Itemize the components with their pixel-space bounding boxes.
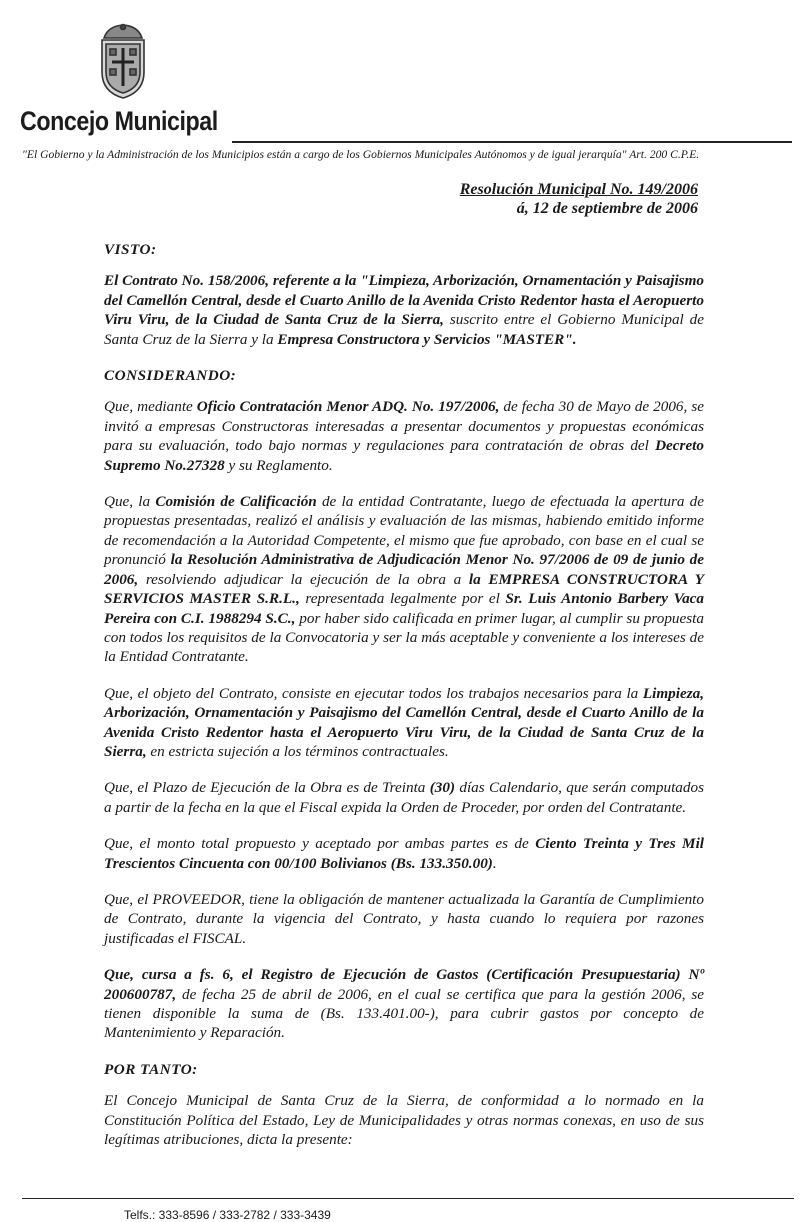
document-body [104, 240, 704, 1166]
considerando-paragraph-2: Que, la Comisión de Calificación de la entidad Contratante, luego de efectuada la apertura de propuestas presentadas, realizó el análisis y evaluación de las mismas, habiendo emitido informe de recomendación a la Autoridad Competente, el mismo que fue aprobado, con base en el cual se pronunció la Resolución Administrativa de Adjudicación Menor No. 97/2006 de 09 de junio de 2006, resolviendo adjudicar la ejecución de la obra a la EMPRESA CONSTRUCTORA Y SERVICIOS MASTER S.R.L., representada legalmente por el Sr. Luis Antonio Barbery Vaca Pereira con C.I. 1988294 S.C., por haber sido calificada en primer lugar, al cumplir su propuesta con todos los requisitos de la Convocatoria y ser la más aceptable y conveniente a los intereses de la Entidad Contratante. [104, 493, 705, 666]
considerando-paragraph-1: Que, mediante Oficio Contratación Menor ADQ. No. 197/2006, de fecha 30 de Mayo de 2006, se invitó a empresas Constructoras interesadas a presentar documentos y propuestas económicas para su evaluación, todo bajo normas y regulaciones para contratación de obras del Decreto Supremo No.27328 y su Reglamento. [104, 398, 704, 474]
header-divider [232, 141, 792, 143]
footer-divider [22, 1198, 794, 1199]
resolution-number: Resolución Municipal No. 149/2006 [459, 181, 698, 198]
considerando-paragraph-7: Que, cursa a fs. 6, el Registro de Ejecución de Gastos (Certificación Presupuestaria) Nº 200600787, de fecha 25 de abril de 2006, en el cual se certifica que para la gestión 2006, se tienen disponible la suma de (Bs. 133.401.00-), para cubrir gastos por concepto de Mantenimiento y Reparación. [104, 966, 704, 1042]
considerando-paragraph-3: Que, el objeto del Contrato, consiste en ejecutar todos los trabajos necesarios para la Limpieza, Arborización, Ornamentación y Paisajismo del Camellón Central, desde el Cuarto Anillo de la Avenida Cristo Redentor hasta el Aeropuerto Viru Viru, de la Ciudad de Santa Cruz de la Sierra, en estricta sujeción a los términos contractuales. [104, 684, 704, 760]
header-motto: "El Gobierno y la Administración de los Municipios están a cargo de los Gobiernos Municipales Autónomos y de igual jerarquía" Art. 200 C.P.E. [22, 148, 700, 161]
organization-name: Concejo Municipal [20, 106, 218, 136]
resolution-date: á, 12 de septiembre de 2006 [516, 200, 698, 217]
considerando-heading: CONSIDERANDO: [104, 367, 237, 385]
por-tanto-heading: POR TANTO: [104, 1060, 198, 1078]
visto-heading: VISTO: [104, 241, 157, 258]
footer-phones: Telfs.: 333-8596 / 333-2782 / 333-3439 [124, 1208, 331, 1222]
considerando-paragraph-5: Que, el monto total propuesto y aceptado por ambas partes es de Ciento Treinta y Tres Mil Trescientos Cincuenta con 00/100 Bolivianos (Bs. 133.350.00). [104, 835, 705, 872]
por-tanto-paragraph: El Concejo Municipal de Santa Cruz de la Sierra, de conformidad a lo normado en la Constitución Política del Estado, Ley de Municipalidades y otras normas conexas, en uso de sus legítimas atribuciones, dicta la presente: [104, 1092, 704, 1149]
municipal-coat-of-arms-icon [94, 22, 152, 100]
considerando-paragraph-4: Que, el Plazo de Ejecución de la Obra es de Treinta (30) días Calendario, que serán computados a partir de la fecha en la que el Fiscal expida la Orden de Proceder, por orden del Contratante. [104, 779, 704, 816]
visto-paragraph: El Contrato No. 158/2006, referente a la "Limpieza, Arborización, Ornamentación y Paisajismo del Camellón Central, desde el Cuarto Anillo de la Avenida Cristo Redentor hasta el Aeropuerto Viru Viru, de la Ciudad de Santa Cruz de la Sierra, suscrito entre el Gobierno Municipal de Santa Cruz de la Sierra y la Empresa Constructora y Servicios "MASTER". [104, 272, 704, 348]
considerando-paragraph-6: Que, el PROVEEDOR, tiene la obligación de mantener actualizada la Garantía de Cumplimiento de Contrato, durante la vigencia del Contrato, y hasta cuando lo requiera por razones justificadas el FISCAL. [104, 890, 704, 947]
